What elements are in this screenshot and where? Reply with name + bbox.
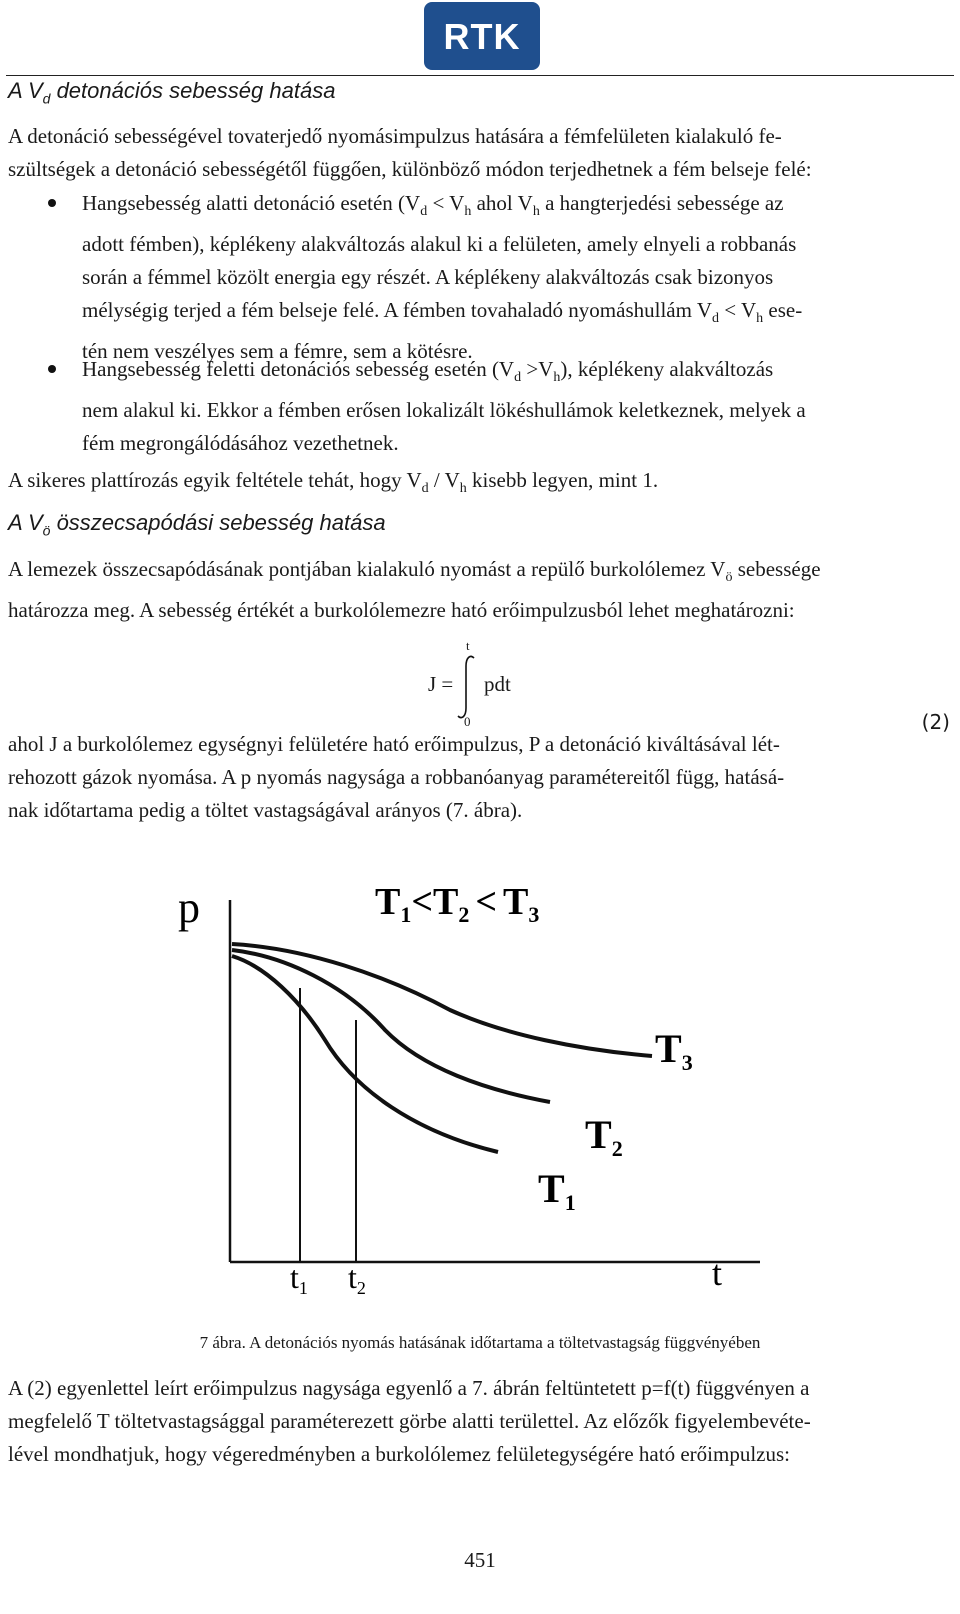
thickness-relation: $T_1<T_2 < T_3$ — [375, 881, 540, 927]
page-number: 451 — [464, 1548, 496, 1572]
curve-t1 — [232, 956, 498, 1152]
pressure-time-figure — [160, 870, 790, 1320]
curve-t2 — [232, 950, 550, 1102]
x-axis-label: t — [712, 1253, 723, 1293]
formula-lhs: J = — [428, 672, 454, 696]
section-heading-detonation-velocity: A $V_d$ detonációs sebesség hatása — [8, 78, 336, 107]
bullet-icon — [48, 199, 56, 207]
paragraph-impulse-definition: ahol J a burkolólemez egységnyi felületére ható erőimpulzus, P a detonáció kiváltásával lét- rehozott gázok nyomása. A p nyomás nagysága a robbanóanyag paramétereitől függ, hatásá- nak időtartama pedig a töltet vastagságával arányos (7. ábra). — [8, 732, 785, 822]
formula-upper-limit: t — [466, 638, 470, 653]
tick-label-t2: t2 — [348, 1259, 366, 1298]
paragraph-impact: A lemezek összecsapódásának pontjában kialakuló nyomást a repülő burkolólemez $V_ö$ sebessége határozza meg. A sebesség értékét a burkolólemezre ható erőimpulzusból lehet meghatározni: — [8, 557, 821, 623]
paragraph-closing: A (2) egyenlettel leírt erőimpulzus nagysága egyenlő a 7. ábrán feltüntetett p=f(t) függvényen a megfelelő T töltetvastagsággal paraméterezett görbe alatti területtel. Az előzők figyelembevéte- lével mondhatjuk, hogy végeredményben a burkolólemez felületegységére ható erőimpulzus: — [8, 1376, 811, 1466]
summary-condition: A sikeres plattírozás egyik feltétele tehát, hogy $V_d / V_h$ kisebb legyen, mint 1. — [8, 468, 659, 497]
impulse-formula — [428, 638, 568, 729]
formula-integrand: pdt — [484, 672, 511, 696]
bullet-icon — [48, 365, 56, 373]
tick-label-t1: t1 — [290, 1259, 308, 1298]
curve-label-t1: $T_1$ — [538, 1166, 576, 1215]
bullet-supersonic-text: Hangsebesség feletti detonációs sebesség esetén $(V_d >V_h)$, képlékeny alakváltozás nem alakul ki. Ekkor a fémben erősen lokalizált lökéshullámok keletkeznek, melyek a fém megrongálódásához vezethetnek. — [82, 357, 806, 456]
bullet-supersonic — [8, 353, 952, 456]
formula-lower-limit: 0 — [464, 714, 471, 729]
section-heading-impact-velocity: A $V_ö$ összecsapódási sebesség hatása — [8, 510, 386, 539]
figure-caption: 7 ábra. A detonációs nyomás hatásának időtartama a töltetvastagság függvényében — [199, 1333, 761, 1352]
curve-label-t3: $T_3$ — [655, 1026, 693, 1075]
equation-number: (2) — [921, 710, 950, 734]
rtk-logo — [424, 2, 540, 70]
logo-text: RTK — [443, 16, 521, 57]
paragraph-intro: A detonáció sebességével tovaterjedő nyomásimpulzus hatására a fémfelületen kialakuló fe- szültségek a detonáció sebességétől függően, különböző módon terjedhetnek a fém belseje felé: — [8, 124, 812, 181]
curve-label-t2: $T_2$ — [585, 1112, 623, 1161]
bullet-subsonic-text: Hangsebesség alatti detonáció esetén ($V_d < V_h$ ahol $V_h$ a hangterjedési sebessége az adott fémben), képlékeny alakváltozás alakul ki a felületen, amely elnyeli a robbanás során a fémmel közölt energia egy részét. A képlékeny alakváltozás csak bizonyos mélységig terjed a fém belseje felé. A fémben tovahaladó nyomáshullám $V_d < V_h$ ese- tén nem veszélyes sem a fémre, sem a kötésre. — [82, 191, 803, 364]
y-axis-label: p — [178, 883, 200, 932]
integral-sign-icon — [456, 654, 480, 720]
header-rule — [6, 75, 954, 76]
bullet-subsonic — [8, 187, 952, 364]
